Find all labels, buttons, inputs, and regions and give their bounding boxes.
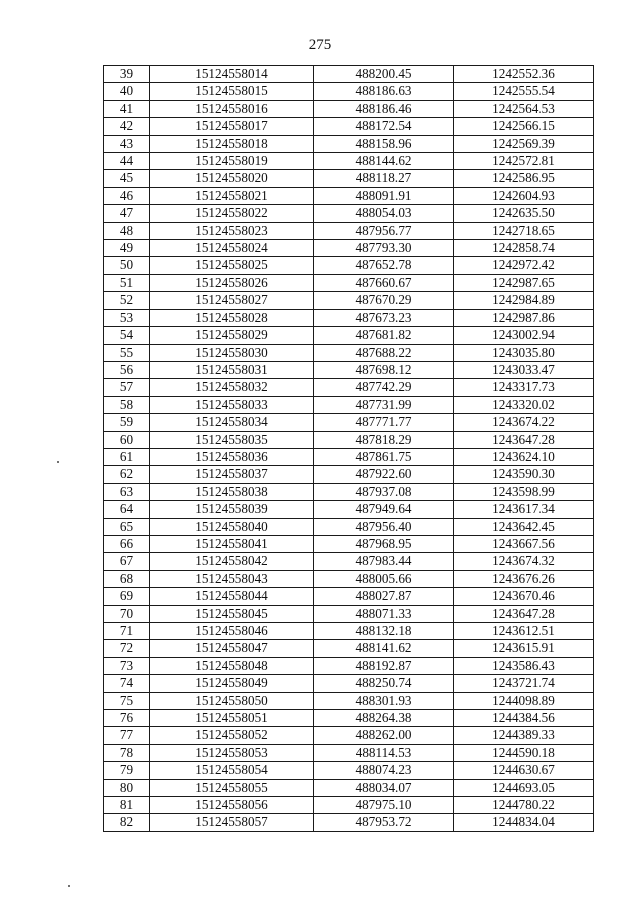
cadastral-id-cell: 15124558017 bbox=[150, 118, 314, 135]
cadastral-id-cell: 15124558050 bbox=[150, 692, 314, 709]
x-coordinate-cell: 487922.60 bbox=[314, 466, 454, 483]
point-number-cell: 40 bbox=[104, 83, 150, 100]
point-number-cell: 63 bbox=[104, 483, 150, 500]
point-number-cell: 80 bbox=[104, 779, 150, 796]
table-row bbox=[104, 640, 594, 657]
cadastral-id-cell: 15124558025 bbox=[150, 257, 314, 274]
y-coordinate-cell: 1243598.99 bbox=[454, 483, 594, 500]
point-number-cell: 67 bbox=[104, 553, 150, 570]
cadastral-id-cell: 15124558027 bbox=[150, 292, 314, 309]
table-row bbox=[104, 570, 594, 587]
y-coordinate-cell: 1243674.32 bbox=[454, 553, 594, 570]
x-coordinate-cell: 487818.29 bbox=[314, 431, 454, 448]
table-row bbox=[104, 588, 594, 605]
x-coordinate-cell: 488172.54 bbox=[314, 118, 454, 135]
cadastral-id-cell: 15124558042 bbox=[150, 553, 314, 570]
cadastral-id-cell: 15124558016 bbox=[150, 100, 314, 117]
y-coordinate-cell: 1244098.89 bbox=[454, 692, 594, 709]
scan-speck bbox=[57, 461, 59, 463]
table-row bbox=[104, 553, 594, 570]
point-number-cell: 57 bbox=[104, 379, 150, 396]
table-row bbox=[104, 361, 594, 378]
table-row bbox=[104, 83, 594, 100]
x-coordinate-cell: 488200.45 bbox=[314, 66, 454, 83]
y-coordinate-cell: 1244630.67 bbox=[454, 762, 594, 779]
point-number-cell: 60 bbox=[104, 431, 150, 448]
table-row bbox=[104, 466, 594, 483]
point-number-cell: 53 bbox=[104, 309, 150, 326]
y-coordinate-cell: 1243670.46 bbox=[454, 588, 594, 605]
x-coordinate-cell: 487861.75 bbox=[314, 448, 454, 465]
y-coordinate-cell: 1242566.15 bbox=[454, 118, 594, 135]
table-row bbox=[104, 344, 594, 361]
table-row bbox=[104, 135, 594, 152]
cadastral-id-cell: 15124558014 bbox=[150, 66, 314, 83]
x-coordinate-cell: 487670.29 bbox=[314, 292, 454, 309]
x-coordinate-cell: 487698.12 bbox=[314, 361, 454, 378]
point-number-cell: 70 bbox=[104, 605, 150, 622]
point-number-cell: 65 bbox=[104, 518, 150, 535]
x-coordinate-cell: 488074.23 bbox=[314, 762, 454, 779]
cadastral-id-cell: 15124558022 bbox=[150, 205, 314, 222]
x-coordinate-cell: 487949.64 bbox=[314, 501, 454, 518]
x-coordinate-cell: 487793.30 bbox=[314, 240, 454, 257]
point-number-cell: 52 bbox=[104, 292, 150, 309]
y-coordinate-cell: 1243721.74 bbox=[454, 675, 594, 692]
table-row bbox=[104, 153, 594, 170]
cadastral-id-cell: 15124558048 bbox=[150, 657, 314, 674]
y-coordinate-cell: 1243320.02 bbox=[454, 396, 594, 413]
x-coordinate-cell: 488192.87 bbox=[314, 657, 454, 674]
cadastral-id-cell: 15124558043 bbox=[150, 570, 314, 587]
x-coordinate-cell: 487956.40 bbox=[314, 518, 454, 535]
point-number-cell: 82 bbox=[104, 814, 150, 831]
table-row bbox=[104, 240, 594, 257]
point-number-cell: 44 bbox=[104, 153, 150, 170]
x-coordinate-cell: 488144.62 bbox=[314, 153, 454, 170]
x-coordinate-cell: 487771.77 bbox=[314, 414, 454, 431]
x-coordinate-cell: 488091.91 bbox=[314, 187, 454, 204]
point-number-cell: 69 bbox=[104, 588, 150, 605]
point-number-cell: 77 bbox=[104, 727, 150, 744]
table-row bbox=[104, 379, 594, 396]
y-coordinate-cell: 1242635.50 bbox=[454, 205, 594, 222]
cadastral-id-cell: 15124558019 bbox=[150, 153, 314, 170]
x-coordinate-cell: 487975.10 bbox=[314, 797, 454, 814]
point-number-cell: 41 bbox=[104, 100, 150, 117]
y-coordinate-cell: 1243615.91 bbox=[454, 640, 594, 657]
x-coordinate-cell: 488158.96 bbox=[314, 135, 454, 152]
coordinates-table bbox=[103, 65, 594, 832]
table-row bbox=[104, 797, 594, 814]
table-row bbox=[104, 692, 594, 709]
cadastral-id-cell: 15124558040 bbox=[150, 518, 314, 535]
y-coordinate-cell: 1243624.10 bbox=[454, 448, 594, 465]
cadastral-id-cell: 15124558026 bbox=[150, 274, 314, 291]
y-coordinate-cell: 1243642.45 bbox=[454, 518, 594, 535]
x-coordinate-cell: 488034.07 bbox=[314, 779, 454, 796]
y-coordinate-cell: 1242572.81 bbox=[454, 153, 594, 170]
table-row bbox=[104, 623, 594, 640]
x-coordinate-cell: 487953.72 bbox=[314, 814, 454, 831]
x-coordinate-cell: 488250.74 bbox=[314, 675, 454, 692]
y-coordinate-cell: 1242555.54 bbox=[454, 83, 594, 100]
x-coordinate-cell: 488186.46 bbox=[314, 100, 454, 117]
x-coordinate-cell: 488027.87 bbox=[314, 588, 454, 605]
table-row bbox=[104, 448, 594, 465]
point-number-cell: 47 bbox=[104, 205, 150, 222]
point-number-cell: 46 bbox=[104, 187, 150, 204]
table-row bbox=[104, 222, 594, 239]
table-row bbox=[104, 779, 594, 796]
table-row bbox=[104, 501, 594, 518]
x-coordinate-cell: 488054.03 bbox=[314, 205, 454, 222]
x-coordinate-cell: 488132.18 bbox=[314, 623, 454, 640]
x-coordinate-cell: 488071.33 bbox=[314, 605, 454, 622]
table-row bbox=[104, 327, 594, 344]
point-number-cell: 56 bbox=[104, 361, 150, 378]
point-number-cell: 51 bbox=[104, 274, 150, 291]
point-number-cell: 66 bbox=[104, 535, 150, 552]
cadastral-id-cell: 15124558035 bbox=[150, 431, 314, 448]
y-coordinate-cell: 1242604.93 bbox=[454, 187, 594, 204]
point-number-cell: 55 bbox=[104, 344, 150, 361]
table-row bbox=[104, 535, 594, 552]
cadastral-id-cell: 15124558055 bbox=[150, 779, 314, 796]
y-coordinate-cell: 1243612.51 bbox=[454, 623, 594, 640]
cadastral-id-cell: 15124558023 bbox=[150, 222, 314, 239]
y-coordinate-cell: 1244389.33 bbox=[454, 727, 594, 744]
y-coordinate-cell: 1242718.65 bbox=[454, 222, 594, 239]
y-coordinate-cell: 1242984.89 bbox=[454, 292, 594, 309]
y-coordinate-cell: 1244693.05 bbox=[454, 779, 594, 796]
table-row bbox=[104, 762, 594, 779]
table-row bbox=[104, 205, 594, 222]
y-coordinate-cell: 1242858.74 bbox=[454, 240, 594, 257]
x-coordinate-cell: 487983.44 bbox=[314, 553, 454, 570]
x-coordinate-cell: 488301.93 bbox=[314, 692, 454, 709]
table-row bbox=[104, 518, 594, 535]
table-row bbox=[104, 483, 594, 500]
y-coordinate-cell: 1243674.22 bbox=[454, 414, 594, 431]
point-number-cell: 42 bbox=[104, 118, 150, 135]
cadastral-id-cell: 15124558032 bbox=[150, 379, 314, 396]
cadastral-id-cell: 15124558029 bbox=[150, 327, 314, 344]
cadastral-id-cell: 15124558033 bbox=[150, 396, 314, 413]
cadastral-id-cell: 15124558053 bbox=[150, 744, 314, 761]
x-coordinate-cell: 487652.78 bbox=[314, 257, 454, 274]
table-row bbox=[104, 309, 594, 326]
cadastral-id-cell: 15124558031 bbox=[150, 361, 314, 378]
y-coordinate-cell: 1243617.34 bbox=[454, 501, 594, 518]
table-row bbox=[104, 292, 594, 309]
page-number: 275 bbox=[308, 37, 332, 53]
y-coordinate-cell: 1242552.36 bbox=[454, 66, 594, 83]
y-coordinate-cell: 1244834.04 bbox=[454, 814, 594, 831]
cadastral-id-cell: 15124558047 bbox=[150, 640, 314, 657]
cadastral-id-cell: 15124558054 bbox=[150, 762, 314, 779]
point-number-cell: 62 bbox=[104, 466, 150, 483]
y-coordinate-cell: 1243676.26 bbox=[454, 570, 594, 587]
table-row bbox=[104, 727, 594, 744]
table-row bbox=[104, 657, 594, 674]
cadastral-id-cell: 15124558041 bbox=[150, 535, 314, 552]
table-row bbox=[104, 274, 594, 291]
point-number-cell: 72 bbox=[104, 640, 150, 657]
point-number-cell: 48 bbox=[104, 222, 150, 239]
point-number-cell: 68 bbox=[104, 570, 150, 587]
y-coordinate-cell: 1242564.53 bbox=[454, 100, 594, 117]
point-number-cell: 73 bbox=[104, 657, 150, 674]
x-coordinate-cell: 487681.82 bbox=[314, 327, 454, 344]
table-row bbox=[104, 431, 594, 448]
x-coordinate-cell: 487968.95 bbox=[314, 535, 454, 552]
x-coordinate-cell: 487956.77 bbox=[314, 222, 454, 239]
cadastral-id-cell: 15124558021 bbox=[150, 187, 314, 204]
y-coordinate-cell: 1243647.28 bbox=[454, 605, 594, 622]
cadastral-id-cell: 15124558049 bbox=[150, 675, 314, 692]
y-coordinate-cell: 1242987.86 bbox=[454, 309, 594, 326]
table-row bbox=[104, 170, 594, 187]
x-coordinate-cell: 488005.66 bbox=[314, 570, 454, 587]
point-number-cell: 39 bbox=[104, 66, 150, 83]
point-number-cell: 59 bbox=[104, 414, 150, 431]
scan-speck bbox=[68, 885, 70, 887]
cadastral-id-cell: 15124558020 bbox=[150, 170, 314, 187]
cadastral-id-cell: 15124558036 bbox=[150, 448, 314, 465]
x-coordinate-cell: 487937.08 bbox=[314, 483, 454, 500]
y-coordinate-cell: 1243586.43 bbox=[454, 657, 594, 674]
table-row bbox=[104, 118, 594, 135]
cadastral-id-cell: 15124558039 bbox=[150, 501, 314, 518]
point-number-cell: 81 bbox=[104, 797, 150, 814]
cadastral-id-cell: 15124558051 bbox=[150, 710, 314, 727]
point-number-cell: 64 bbox=[104, 501, 150, 518]
cadastral-id-cell: 15124558018 bbox=[150, 135, 314, 152]
cadastral-id-cell: 15124558030 bbox=[150, 344, 314, 361]
cadastral-id-cell: 15124558015 bbox=[150, 83, 314, 100]
cadastral-id-cell: 15124558052 bbox=[150, 727, 314, 744]
x-coordinate-cell: 488141.62 bbox=[314, 640, 454, 657]
y-coordinate-cell: 1242972.42 bbox=[454, 257, 594, 274]
point-number-cell: 50 bbox=[104, 257, 150, 274]
x-coordinate-cell: 487688.22 bbox=[314, 344, 454, 361]
point-number-cell: 61 bbox=[104, 448, 150, 465]
point-number-cell: 43 bbox=[104, 135, 150, 152]
cadastral-id-cell: 15124558024 bbox=[150, 240, 314, 257]
y-coordinate-cell: 1243035.80 bbox=[454, 344, 594, 361]
cadastral-id-cell: 15124558037 bbox=[150, 466, 314, 483]
y-coordinate-cell: 1242569.39 bbox=[454, 135, 594, 152]
y-coordinate-cell: 1244384.56 bbox=[454, 710, 594, 727]
x-coordinate-cell: 488262.00 bbox=[314, 727, 454, 744]
cadastral-id-cell: 15124558057 bbox=[150, 814, 314, 831]
x-coordinate-cell: 488118.27 bbox=[314, 170, 454, 187]
x-coordinate-cell: 487731.99 bbox=[314, 396, 454, 413]
y-coordinate-cell: 1244780.22 bbox=[454, 797, 594, 814]
table-row bbox=[104, 744, 594, 761]
y-coordinate-cell: 1243002.94 bbox=[454, 327, 594, 344]
point-number-cell: 74 bbox=[104, 675, 150, 692]
y-coordinate-cell: 1243317.73 bbox=[454, 379, 594, 396]
point-number-cell: 78 bbox=[104, 744, 150, 761]
x-coordinate-cell: 487673.23 bbox=[314, 309, 454, 326]
table-row bbox=[104, 675, 594, 692]
coordinates-table-body bbox=[104, 66, 594, 832]
x-coordinate-cell: 488264.38 bbox=[314, 710, 454, 727]
cadastral-id-cell: 15124558034 bbox=[150, 414, 314, 431]
cadastral-id-cell: 15124558046 bbox=[150, 623, 314, 640]
x-coordinate-cell: 488186.63 bbox=[314, 83, 454, 100]
cadastral-id-cell: 15124558045 bbox=[150, 605, 314, 622]
table-row bbox=[104, 66, 594, 83]
table-row bbox=[104, 100, 594, 117]
y-coordinate-cell: 1243590.30 bbox=[454, 466, 594, 483]
table-row bbox=[104, 605, 594, 622]
cadastral-id-cell: 15124558044 bbox=[150, 588, 314, 605]
y-coordinate-cell: 1242987.65 bbox=[454, 274, 594, 291]
cadastral-id-cell: 15124558056 bbox=[150, 797, 314, 814]
x-coordinate-cell: 487660.67 bbox=[314, 274, 454, 291]
table-row bbox=[104, 396, 594, 413]
table-row bbox=[104, 414, 594, 431]
point-number-cell: 54 bbox=[104, 327, 150, 344]
point-number-cell: 58 bbox=[104, 396, 150, 413]
point-number-cell: 71 bbox=[104, 623, 150, 640]
point-number-cell: 45 bbox=[104, 170, 150, 187]
x-coordinate-cell: 487742.29 bbox=[314, 379, 454, 396]
cadastral-id-cell: 15124558028 bbox=[150, 309, 314, 326]
y-coordinate-cell: 1242586.95 bbox=[454, 170, 594, 187]
y-coordinate-cell: 1243033.47 bbox=[454, 361, 594, 378]
cadastral-id-cell: 15124558038 bbox=[150, 483, 314, 500]
table-row bbox=[104, 187, 594, 204]
y-coordinate-cell: 1244590.18 bbox=[454, 744, 594, 761]
point-number-cell: 79 bbox=[104, 762, 150, 779]
table-row bbox=[104, 710, 594, 727]
y-coordinate-cell: 1243647.28 bbox=[454, 431, 594, 448]
point-number-cell: 75 bbox=[104, 692, 150, 709]
point-number-cell: 49 bbox=[104, 240, 150, 257]
table-row bbox=[104, 257, 594, 274]
x-coordinate-cell: 488114.53 bbox=[314, 744, 454, 761]
y-coordinate-cell: 1243667.56 bbox=[454, 535, 594, 552]
point-number-cell: 76 bbox=[104, 710, 150, 727]
table-row bbox=[104, 814, 594, 831]
